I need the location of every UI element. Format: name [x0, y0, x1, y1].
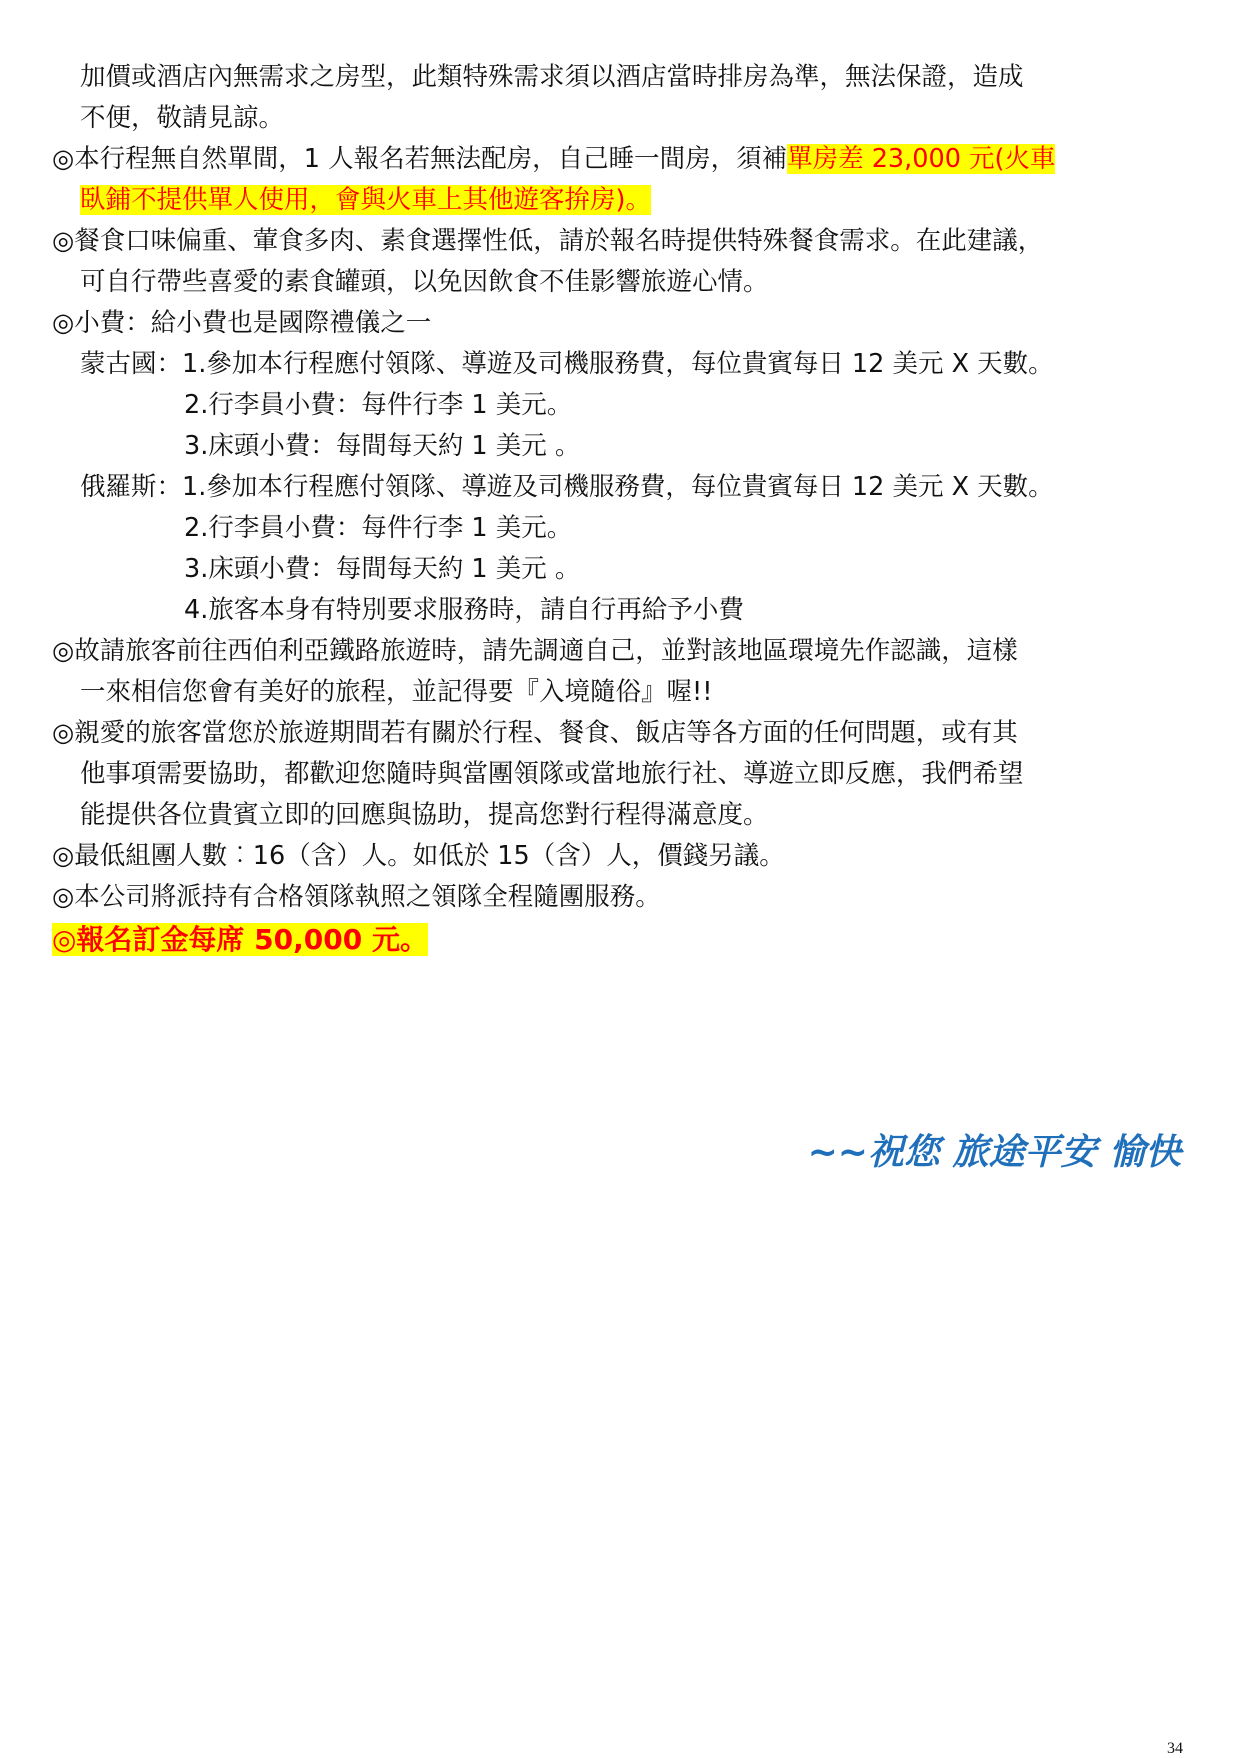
russia-tip-3: 3.床頭小費：每間每天約 1 美元 。 — [184, 554, 581, 584]
russia-tip-4: 4.旅客本身有特別要求服務時，請自行再給予小費 — [184, 595, 744, 625]
text-line: ◎親愛的旅客當您於旅遊期間若有關於行程、餐食、飯店等各方面的任何問題，或有其 — [52, 718, 1018, 748]
russia-tip-2: 2.行李員小費：每件行李 1 美元。 — [184, 513, 573, 543]
text-line: 一來相信您會有美好的旅程，並記得要『入境隨俗』喔!! — [80, 677, 713, 707]
single-room-note — [52, 139, 1055, 179]
highlighted-surcharge: 單房差 23,000 元(火車 — [787, 144, 1056, 174]
text-line: 他事項需要協助，都歡迎您隨時與當團領隊或當地旅行社、導遊立即反應，我們希望 — [80, 759, 1024, 789]
closing-greeting: ~~祝您 旅途平安 愉快 — [807, 1132, 1181, 1173]
text-line: 可自行帶些喜愛的素食罐頭，以免因飲食不佳影響旅遊心情。 — [80, 267, 769, 297]
deposit-line — [52, 918, 428, 962]
tour-leader-note: ◎本公司將派持有合格領隊執照之領隊全程隨團服務。 — [52, 882, 661, 912]
text-segment: ◎本行程無自然單間，1 人報名若無法配房，自己睡一間房，須補 — [52, 144, 788, 174]
deposit-highlight: ◎報名訂金每席 50,000 元。 — [52, 923, 428, 956]
page-number: 34 — [1167, 1740, 1183, 1757]
tips-heading: ◎小費：給小費也是國際禮儀之一 — [52, 308, 432, 338]
text-line: ◎故請旅客前往西伯利亞鐵路旅遊時，請先調適自己，並對該地區環境先作認識，這樣 — [52, 636, 1018, 666]
mongolia-tip-1: 蒙古國：1.參加本行程應付領隊、導遊及司機服務費，每位貴賓每日 12 美元 X 天數。 — [80, 349, 1054, 379]
text-line: 不便，敬請見諒。 — [80, 103, 285, 133]
mongolia-tip-2: 2.行李員小費：每件行李 1 美元。 — [184, 390, 573, 420]
text-line: 加價或酒店內無需求之房型，此類特殊需求須以酒店當時排房為準，無法保證，造成 — [80, 62, 1024, 92]
text-line: ◎餐食口味偏重、葷食多肉、素食選擇性低，請於報名時提供特殊餐食需求。在此建議， — [52, 226, 1044, 256]
mongolia-tip-3: 3.床頭小費：每間每天約 1 美元 。 — [184, 431, 581, 461]
text-line: 能提供各位貴賓立即的回應與協助，提高您對行程得滿意度。 — [80, 800, 769, 830]
min-group-size: ◎最低組團人數︰16（含）人。如低於 15（含）人，價錢另議。 — [52, 841, 785, 871]
highlighted-text: 臥鋪不提供單人使用，會與火車上其他遊客拚房)。 — [80, 185, 651, 215]
russia-tip-1: 俄羅斯：1.參加本行程應付領隊、導遊及司機服務費，每位貴賓每日 12 美元 X 天數。 — [80, 472, 1054, 502]
highlighted-line — [80, 180, 651, 220]
